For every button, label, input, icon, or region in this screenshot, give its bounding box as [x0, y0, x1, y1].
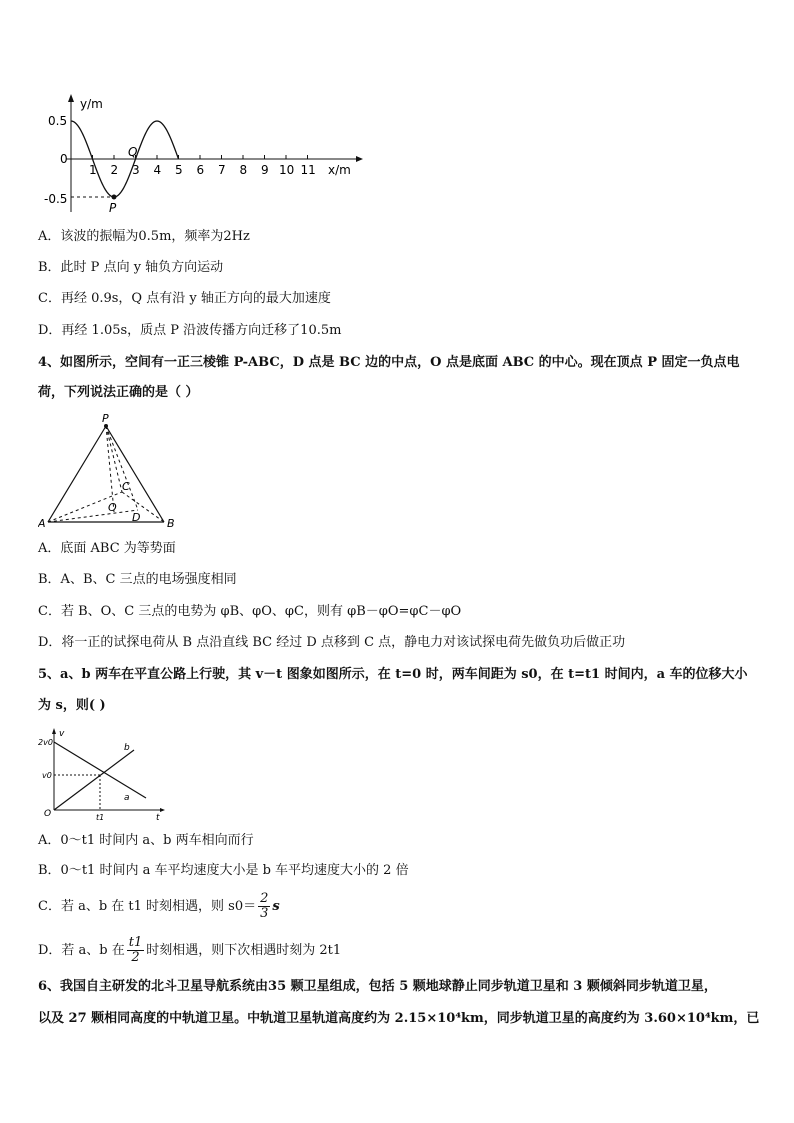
- x-axis-arrow: [356, 156, 363, 162]
- t1-label: t1: [96, 813, 105, 822]
- q4-option-a: A．底面 ABC 为等势面: [38, 541, 176, 556]
- pyramid-figure: [38, 410, 188, 532]
- label-d: D: [132, 511, 141, 524]
- q4-stem-line1: 4、如图所示，空间有一正三棱锥 P-ABC，D 点是 BC 边的中点，O 点是底面 ABC 的中心。现在顶点 P 固定一负点电: [38, 355, 740, 370]
- y-axis-label: y/m: [80, 97, 103, 111]
- x-axis-label: x/m: [328, 163, 351, 177]
- x-tick-label: 9: [261, 163, 269, 177]
- frac-num: 2: [260, 891, 269, 906]
- y-tick-0: 0: [60, 152, 68, 166]
- x-tick-label: 3: [132, 163, 140, 177]
- x-tick-label: 8: [239, 163, 248, 177]
- q5-option-c-post: s: [272, 899, 280, 914]
- x-ticks: [89, 155, 316, 177]
- x-tick-label: 7: [218, 163, 226, 177]
- q4-option-d: D．将一正的试探电荷从 B 点沿直线 BC 经过 D 点移到 C 点，静电力对该试探电荷先做负功后做正功: [38, 635, 626, 650]
- q6-line2: 以及 27 颗相同高度的中轨道卫星。中轨道卫星轨道高度约为 2.15×10⁴km，同步轨道卫星的高度约为 3.60×10⁴km，已: [38, 1011, 760, 1026]
- 2v0-label: 2v0: [38, 738, 53, 747]
- q3-option-d: D．再经 1.05s，质点 P 沿波传播方向迁移了10.5m: [38, 323, 342, 338]
- q5-option-a: A．0～t1 时间内 a、b 两车相向而行: [38, 833, 254, 848]
- q4-option-c: C．若 B、O、C 三点的电势为 φB、φO、φC，则有 φB－φO=φC－φO: [38, 604, 462, 619]
- line-a: [54, 742, 146, 798]
- q3-option-b: B．此时 P 点向 y 轴负方向运动: [38, 260, 224, 275]
- y-tick-neg0.5: -0.5: [44, 192, 68, 206]
- q3-option-c: C．再经 0.9s，Q 点有沿 y 轴正方向的最大加速度: [38, 291, 331, 306]
- label-p: P: [102, 412, 109, 425]
- y-tick-0.5: 0.5: [48, 114, 68, 128]
- label-b: B: [167, 517, 175, 530]
- origin-label: O: [44, 809, 52, 819]
- q5-option-b: B．0～t1 时间内 a 车平均速度大小是 b 车平均速度大小的 2 倍: [38, 863, 409, 878]
- q5-option-d-post: 时刻相遇，则下次相遇时刻为 2t1: [146, 943, 342, 958]
- line-b: [54, 750, 134, 810]
- a-label: a: [124, 793, 130, 803]
- q3-option-a: A．该波的振幅为0.5m，频率为2Hz: [38, 229, 250, 244]
- q4-stem-line2: 荷，下列说法正确的是（ ）: [38, 385, 199, 400]
- q5-option-c: [38, 892, 280, 921]
- q5-stem-line1: 5、a、b 两车在平直公路上行驶，其 v－t 图象如图所示，在 t=0 时，两车间距为 s0，在 t=t1 时间内，a 车的位移大小: [38, 667, 748, 682]
- vt-graph: [38, 726, 168, 822]
- label-c: C: [122, 480, 130, 493]
- fraction-two-thirds: [258, 892, 270, 921]
- q6-line1: 6、我国自主研发的北斗卫星导航系统由35 颗卫星组成，包括 5 颗地球静止同步轨道卫星和 3 颗倾斜同步轨道卫星，: [38, 979, 717, 994]
- b-label: b: [124, 743, 130, 753]
- y-axis-arrow: [68, 94, 74, 102]
- label-a: A: [38, 517, 46, 530]
- v0-label: v0: [42, 771, 52, 780]
- frac-den: 2: [131, 950, 140, 965]
- x-tick-label: 10: [279, 163, 295, 177]
- point-q-label: Q: [128, 145, 138, 159]
- x-tick-label: 2: [110, 163, 119, 177]
- fraction-t1-half: [127, 936, 145, 965]
- x-tick-label: 4: [153, 163, 162, 177]
- q5-option-d-pre: D．若 a、b 在: [38, 943, 125, 958]
- frac-den: 3: [260, 906, 269, 921]
- q5-stem-line2: 为 s，则( ): [38, 698, 106, 713]
- x-tick-label: 11: [300, 163, 316, 177]
- x-tick-label: 5: [175, 163, 183, 177]
- label-o: O: [108, 501, 117, 514]
- point-p-label: P: [109, 201, 117, 215]
- v-label: v: [59, 729, 65, 739]
- q4-option-b: B．A、B、C 三点的电场强度相同: [38, 572, 237, 587]
- x-tick-label: 6: [196, 163, 205, 177]
- wave-graph: [38, 92, 368, 217]
- t-label: t: [156, 813, 160, 822]
- x-tick-label: 1: [89, 163, 97, 177]
- point-p-dot: [112, 195, 117, 200]
- q5-option-d: [38, 936, 341, 965]
- q5-option-c-pre: C．若 a、b 在 t1 时刻相遇，则 s0＝: [38, 899, 257, 914]
- frac-num: t1: [128, 935, 143, 950]
